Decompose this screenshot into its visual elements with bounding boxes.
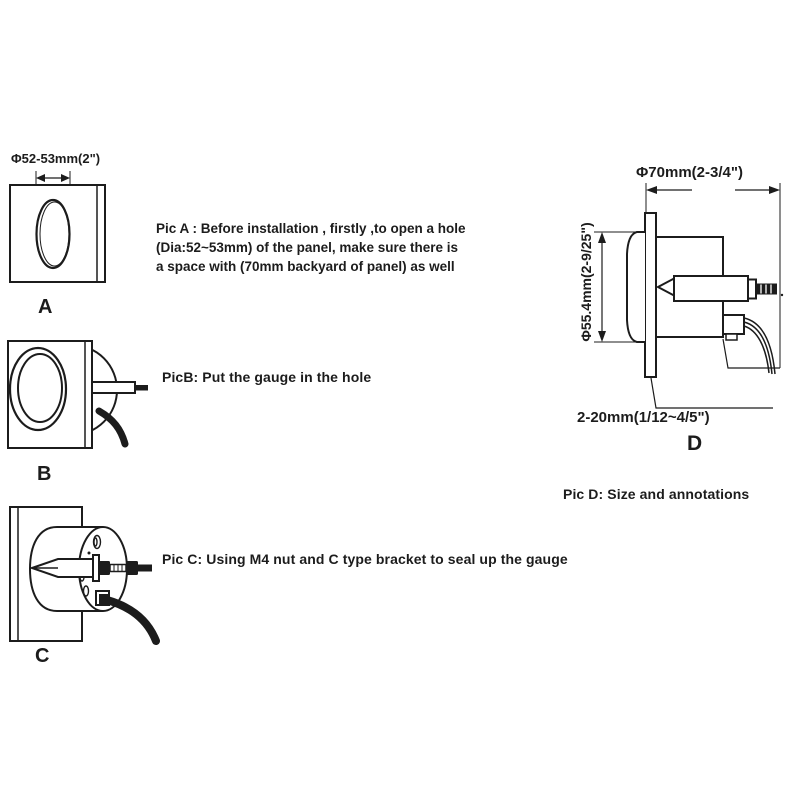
figure-c-label: C <box>35 645 51 667</box>
figure-a-caption-line1: Pic A : Before installation , firstly ,to open a hole <box>156 221 466 236</box>
wires <box>744 318 775 374</box>
gauge-bezel-profile <box>627 232 645 342</box>
figure-a-drawing <box>0 145 130 325</box>
figure-c-drawing <box>0 495 175 680</box>
panel-section <box>645 213 656 377</box>
wire-connector-tab <box>726 334 737 340</box>
figure-b-drawing <box>0 335 170 485</box>
figure-b-caption: PicB: Put the gauge in the hole <box>162 369 372 385</box>
sensor-pin <box>135 385 148 391</box>
figure-a-caption-line2: (Dia:52~53mm) of the panel, make sure there is <box>156 240 458 255</box>
leader-lines <box>651 339 780 408</box>
m4-nut <box>99 561 110 575</box>
wire <box>99 411 125 444</box>
dimension-label-depth-70mm: Φ70mm(2-3/4") <box>636 164 743 181</box>
sensor-stem <box>92 382 135 393</box>
m4-nut <box>126 561 138 575</box>
wire <box>107 600 156 641</box>
dimension-label-panel-thickness: 2-20mm(1/12~4/5") <box>577 409 710 426</box>
figure-b-label: B <box>37 463 53 485</box>
sender-unit <box>658 276 783 301</box>
dimension-label-diameter-55mm: Φ55.4mm(2-9/25") <box>578 222 594 342</box>
figure-c-caption: Pic C: Using M4 nut and C type bracket to seal up the gauge <box>162 551 568 567</box>
stud-end <box>138 565 152 572</box>
figure-a-caption <box>156 219 466 276</box>
wire-connector <box>723 315 744 334</box>
figure-a-label: A <box>38 296 54 318</box>
figure-d-caption: Pic D: Size and annotations <box>563 486 750 502</box>
figure-a-caption-line3: a space with (70mm backyard of panel) as well <box>156 259 455 274</box>
dimension-arrows <box>36 174 70 182</box>
figure-d-label: D <box>687 432 704 455</box>
figure-d-drawing <box>570 160 800 420</box>
gauge-bezel-inner <box>18 354 62 422</box>
dimension-label-hole-diameter: Φ52-53mm(2") <box>11 151 101 166</box>
